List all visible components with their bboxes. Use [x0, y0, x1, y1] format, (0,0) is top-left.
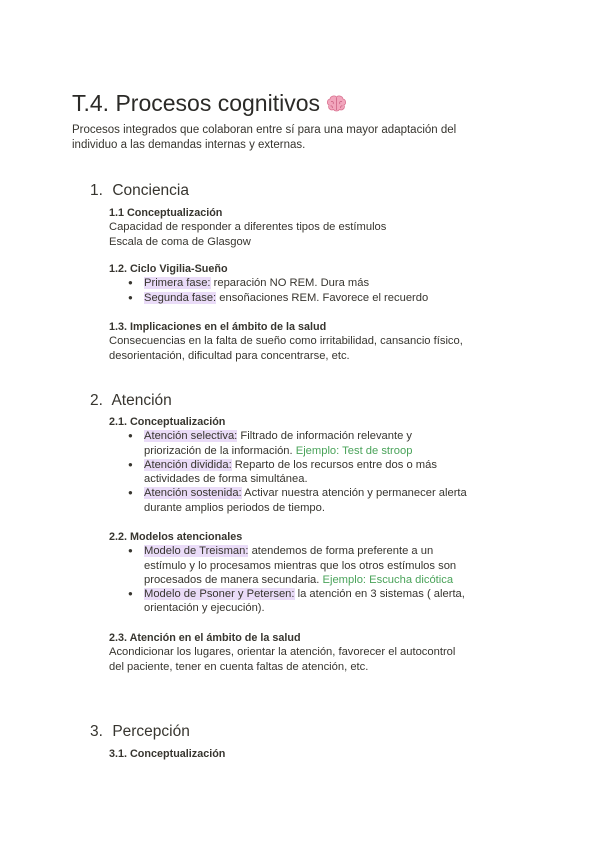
intro-line: Procesos integrados que colaboran entre sí para una mayor adaptación del	[72, 124, 457, 136]
subsection-heading: 1.3. Implicaciones en el ámbito de la salud	[109, 321, 327, 333]
list-item	[109, 544, 529, 587]
bullet-list	[109, 276, 529, 305]
highlighted-term: Atención sostenida:	[144, 487, 242, 500]
section-number: 2.	[90, 392, 103, 409]
subsection-heading: 3.1. Conceptualización	[109, 748, 226, 760]
intro-line: individuo a las demandas internas y externas.	[72, 139, 306, 151]
section-title: Conciencia	[112, 182, 189, 199]
intro-paragraph	[72, 123, 532, 153]
item-text: atendemos de forma preferente a un	[248, 545, 434, 558]
text-line: Escala de coma de Glasgow	[109, 235, 251, 248]
item-text: actividades de forma simultánea.	[144, 473, 308, 486]
list-item	[109, 486, 529, 515]
subsection-heading: 2.1. Conceptualización	[109, 416, 226, 428]
list-item	[109, 458, 529, 487]
section-heading-percepcion	[90, 723, 190, 741]
section-heading-conciencia	[90, 182, 189, 200]
text-line: Capacidad de responder a diferentes tipos de estímulos	[109, 221, 387, 234]
text-line: desorientación, dificultad para concentrarse, etc.	[109, 349, 350, 362]
example-text: Ejemplo: Escucha dicótica	[322, 573, 454, 586]
subsection-2-2	[109, 530, 529, 616]
subsection-1-3	[109, 320, 529, 363]
subsection-heading: 1.2. Ciclo Vigilia-Sueño	[109, 263, 228, 275]
item-text: durante amplios periodos de tiempo.	[144, 501, 325, 514]
highlighted-term: Atención dividida:	[144, 458, 232, 471]
item-text: ensoñaciones REM. Favorece el recuerdo	[216, 291, 429, 304]
section-heading-atencion	[90, 392, 172, 410]
item-text: orientación y ejecución).	[144, 602, 265, 615]
bullet-list	[109, 544, 529, 615]
item-text: procesados de manera secundaria.	[144, 573, 323, 586]
highlighted-term: Primera fase:	[144, 277, 211, 290]
section-number: 3.	[90, 723, 103, 740]
item-text: estímulo y lo procesamos mientras que los otros estímulos son	[144, 559, 457, 572]
subsection-1-2	[109, 262, 529, 305]
subsection-heading: 2.2. Modelos atencionales	[109, 531, 243, 543]
list-item	[109, 291, 529, 305]
item-text: Activar nuestra atención y permanecer alerta	[241, 487, 467, 500]
list-item	[109, 276, 529, 290]
text-line: Consecuencias en la falta de sueño como irritabilidad, cansancio físico,	[109, 335, 463, 348]
page-title-text: T.4. Procesos cognitivos	[72, 90, 321, 116]
highlighted-term: Modelo de Treisman:	[144, 545, 249, 558]
brain-icon	[326, 95, 347, 112]
subsection-heading: 1.1 Conceptualización	[109, 207, 223, 219]
section-title: Percepción	[112, 723, 190, 740]
text-line: del paciente, tener en cuenta faltas de atención, etc.	[109, 660, 369, 673]
subsection-heading: 2.3. Atención en el ámbito de la salud	[109, 632, 301, 644]
list-item	[109, 587, 529, 616]
section-title: Atención	[111, 392, 172, 409]
section-number: 1.	[90, 182, 103, 199]
item-text: priorización de la información.	[144, 444, 296, 457]
page-title	[72, 90, 347, 117]
subsection-1-1	[109, 206, 529, 249]
subsection-2-1	[109, 415, 529, 515]
highlighted-term: Atención selectiva:	[144, 430, 238, 443]
item-text: Reparto de los recursos entre dos o más	[231, 458, 437, 471]
item-text: la atención en 3 sistemas ( alerta,	[294, 588, 465, 601]
list-item	[109, 429, 529, 458]
text-line: Acondicionar los lugares, orientar la atención, favorecer el autocontrol	[109, 646, 456, 659]
subsection-3-1	[109, 747, 529, 761]
highlighted-term: Modelo de Psoner y Petersen:	[144, 588, 295, 601]
item-text: Filtrado de información relevante y	[237, 430, 413, 443]
item-text: reparación NO REM. Dura más	[210, 277, 370, 290]
subsection-2-3	[109, 631, 529, 674]
example-text: Ejemplo: Test de stroop	[295, 444, 413, 457]
highlighted-term: Segunda fase:	[144, 291, 217, 304]
bullet-list	[109, 429, 529, 515]
